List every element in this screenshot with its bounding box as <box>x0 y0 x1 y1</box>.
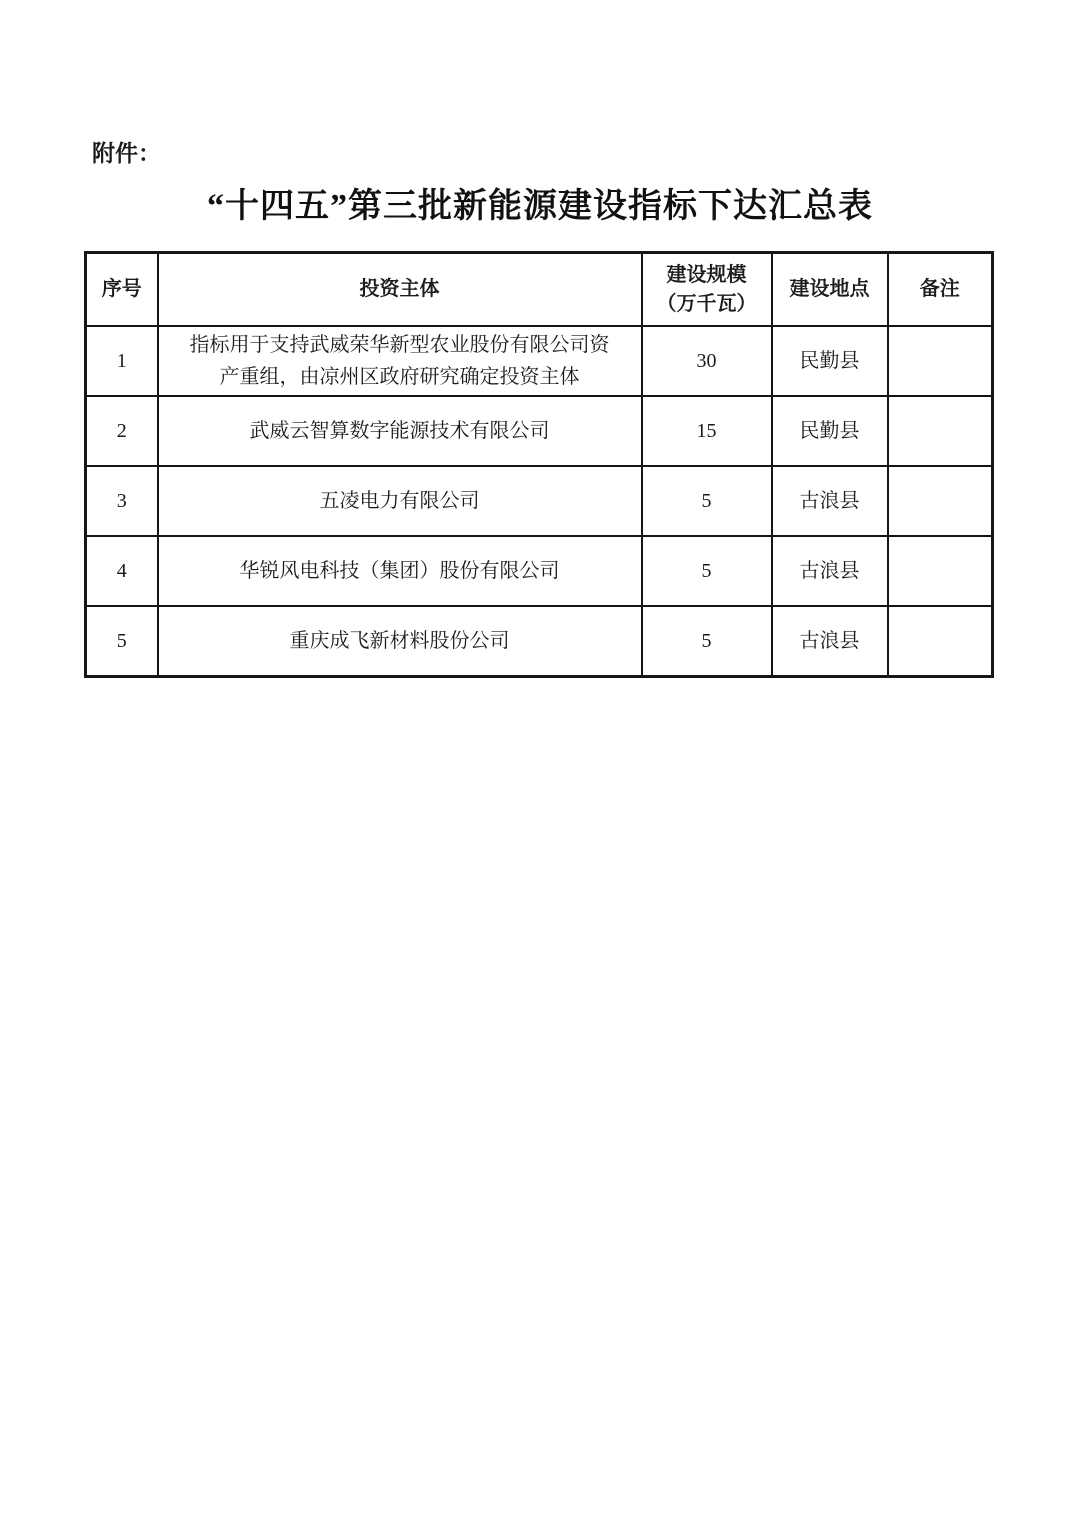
cell-no: 2 <box>86 396 158 466</box>
col-header-scale <box>642 253 772 327</box>
cell-investor <box>158 536 642 606</box>
summary-table <box>84 251 994 678</box>
table-row <box>86 606 993 677</box>
cell-investor <box>158 326 642 396</box>
table-row <box>86 396 993 466</box>
cell-location: 民勤县 <box>772 326 888 396</box>
table-row <box>86 466 993 536</box>
cell-no: 3 <box>86 466 158 536</box>
cell-remark <box>888 466 993 536</box>
col-header-scale-line2: （万千瓦） <box>656 292 757 315</box>
cell-location: 古浪县 <box>772 466 888 536</box>
cell-location: 古浪县 <box>772 536 888 606</box>
col-header-no <box>86 253 158 327</box>
cell-investor-text: 华锐风电科技（集团）股份有限公司 <box>239 560 560 582</box>
cell-investor-text: 指标用于支持武威荣华新型农业股份有限公司资产重组，由凉州区政府研究确定投资主体 <box>189 334 610 388</box>
col-header-location <box>772 253 888 327</box>
col-header-scale-line1: 建设规模 <box>666 263 747 286</box>
cell-scale: 5 <box>642 466 772 536</box>
cell-no: 5 <box>86 606 158 677</box>
cell-location: 民勤县 <box>772 396 888 466</box>
col-header-investor <box>158 253 642 327</box>
cell-investor <box>158 606 642 677</box>
cell-no: 4 <box>86 536 158 606</box>
cell-investor-text: 五凌电力有限公司 <box>319 490 480 512</box>
cell-scale: 15 <box>642 396 772 466</box>
cell-scale: 30 <box>642 326 772 396</box>
cell-no: 1 <box>86 326 158 396</box>
cell-remark <box>888 396 993 466</box>
table-header-row <box>86 253 993 327</box>
col-header-investor-label: 投资主体 <box>359 278 440 300</box>
col-header-remark <box>888 253 993 327</box>
cell-remark <box>888 536 993 606</box>
cell-scale: 5 <box>642 606 772 677</box>
table-row <box>86 326 993 396</box>
cell-location: 古浪县 <box>772 606 888 677</box>
cell-remark <box>888 606 993 677</box>
col-header-no-label: 序号 <box>101 278 142 300</box>
cell-investor-text: 重庆成飞新材料股份公司 <box>289 630 510 652</box>
document-title: “十四五”第三批新能源建设指标下达汇总表 <box>207 188 873 225</box>
attachment-label: 附件： <box>92 140 161 166</box>
cell-investor <box>158 396 642 466</box>
col-header-remark-label: 备注 <box>919 278 960 300</box>
table-row <box>86 536 993 606</box>
cell-remark <box>888 326 993 396</box>
cell-investor <box>158 466 642 536</box>
col-header-location-label: 建设地点 <box>789 278 870 300</box>
cell-scale: 5 <box>642 536 772 606</box>
cell-investor-text: 武威云智算数字能源技术有限公司 <box>249 420 550 442</box>
